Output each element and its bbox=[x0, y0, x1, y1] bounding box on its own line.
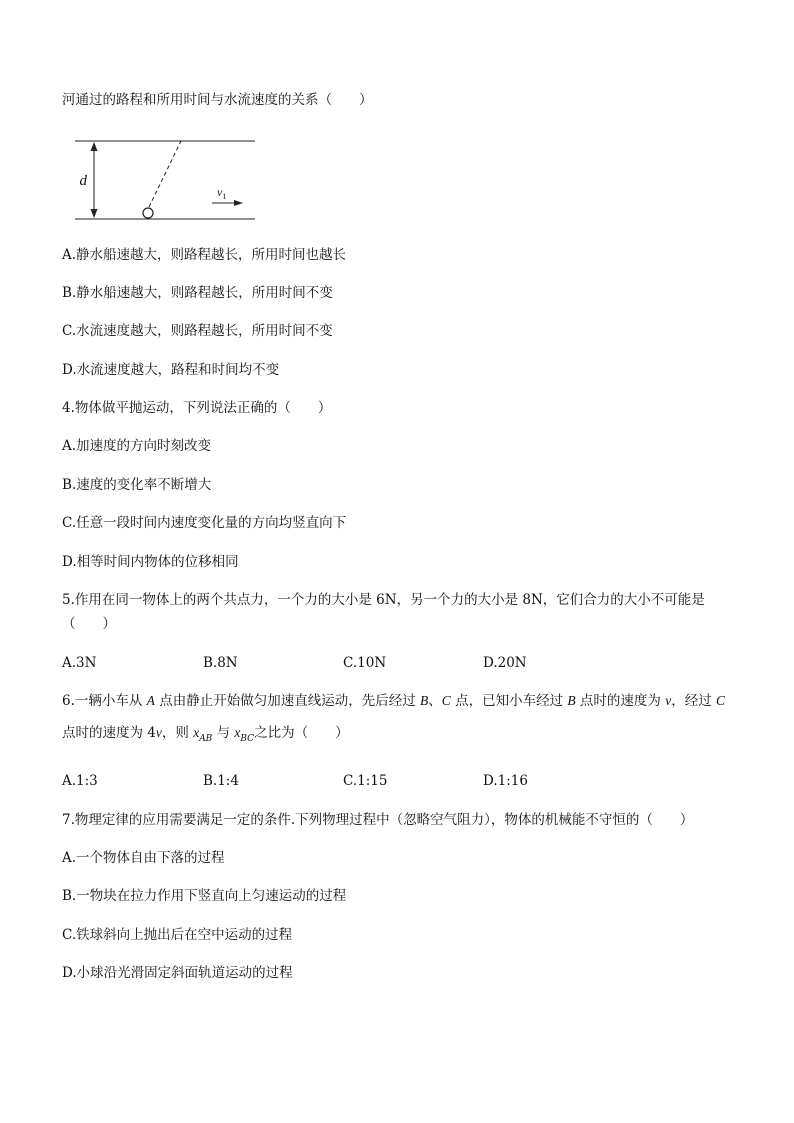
q3-stem: 河通过的路程和所用时间与水流速度的关系（ ） bbox=[62, 92, 373, 108]
q3-option-a: A.静水船速越大，则路程越长，所用时间也越长 bbox=[62, 247, 347, 263]
boat-circle bbox=[143, 208, 153, 218]
q4-option-b: B.速度的变化率不断增大 bbox=[62, 477, 212, 493]
q7-option-c: C.铁球斜向上抛出后在空中运动的过程 bbox=[62, 927, 293, 943]
q6-option-d: D.1:16 bbox=[483, 773, 528, 789]
q7-option-d: D.小球沿光滑固定斜面轨道运动的过程 bbox=[62, 965, 293, 981]
q3-option-d: D.水流速度越大，路程和时间均不变 bbox=[62, 362, 280, 378]
q5-option-c: C.10N bbox=[343, 655, 387, 671]
q6-option-a: A.1:3 bbox=[62, 773, 98, 789]
q3-option-b: B.静水船速越大，则路程越长，所用时间不变 bbox=[62, 285, 333, 301]
q6-option-b: B.1:4 bbox=[203, 773, 239, 789]
river-crossing-figure bbox=[75, 135, 260, 225]
q7-option-b: B.一物块在拉力作用下竖直向上匀速运动的过程 bbox=[62, 888, 347, 904]
q4-option-a: A.加速度的方向时刻改变 bbox=[62, 438, 212, 454]
q5-stem-line1: 5.作用在同一物体上的两个共点力，一个力的大小是 6N，另一个力的大小是 8N，它们合力的大小不可能是 bbox=[62, 592, 705, 608]
q4-stem: 4.物体做平抛运动，下列说法正确的（ ） bbox=[62, 400, 332, 416]
width-arrow-bottom bbox=[91, 209, 98, 218]
label-v1: $v_1$ bbox=[217, 185, 227, 201]
q3-option-c: C.水流速度越大，则路程越长，所用时间不变 bbox=[62, 323, 333, 339]
current-arrow-head bbox=[234, 200, 243, 206]
q6-option-c: C.1:15 bbox=[343, 773, 388, 789]
boat-path-dashed bbox=[149, 141, 181, 207]
q6-stem-line1: 6.一辆小车从 A 点由静止开始做匀加速直线运动，先后经过 B、C 点，已知小车经过 B 点时的速度为 v，经过 C bbox=[62, 693, 726, 709]
q7-option-a: A.一个物体自由下落的过程 bbox=[62, 850, 225, 866]
label-d: d bbox=[79, 173, 87, 189]
q5-option-b: B.8N bbox=[203, 655, 238, 671]
width-arrow-top bbox=[91, 142, 98, 151]
q6-stem-line2: 点时的速度为 4v，则 $x_{AB}$ 与 $x_{BC}$之比为（ ） bbox=[62, 725, 349, 744]
q5-stem-line2: （ ） bbox=[62, 616, 116, 632]
q5-option-a: A.3N bbox=[62, 655, 97, 671]
q5-option-d: D.20N bbox=[483, 655, 527, 671]
q7-stem: 7.物理定律的应用需要满足一定的条件.下列物理过程中（忽略空气阻力），物体的机械能不守恒的（ ） bbox=[62, 812, 694, 828]
q4-option-c: C.任意一段时间内速度变化量的方向均竖直向下 bbox=[62, 515, 347, 531]
q4-option-d: D.相等时间内物体的位移相同 bbox=[62, 554, 239, 570]
